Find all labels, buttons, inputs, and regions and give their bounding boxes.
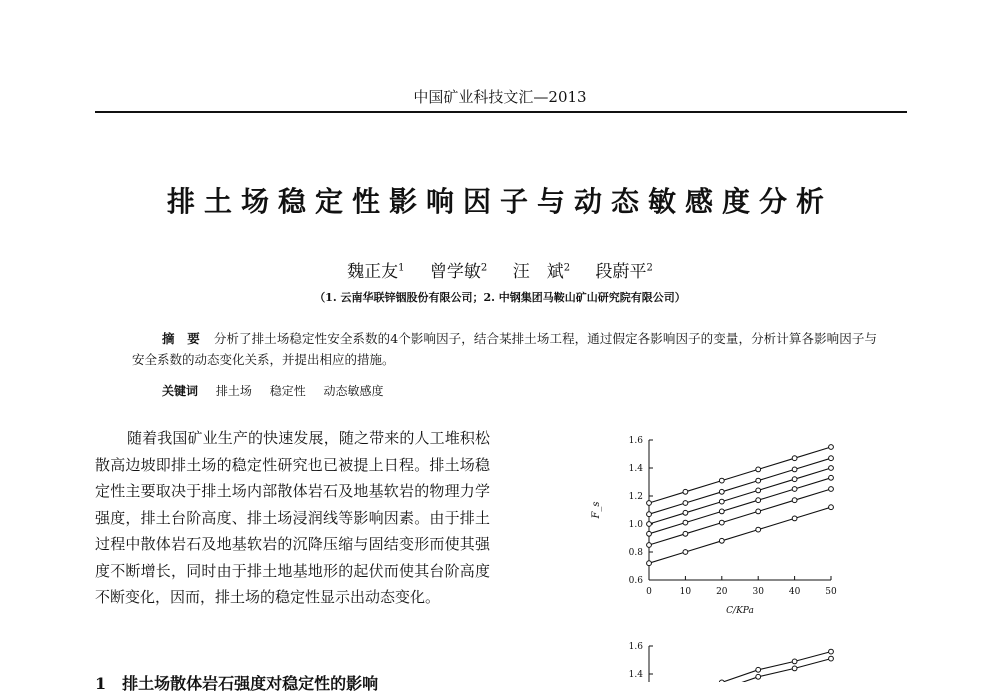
abstract-label: 摘 要 xyxy=(162,331,200,346)
data-point xyxy=(792,477,797,482)
author-affiliation-mark: 2 xyxy=(646,262,653,274)
affiliations: （1. 云南华联锌铟股份有限公司；2. 中钢集团马鞍山矿山研究院有限公司） xyxy=(314,291,686,304)
author-name: 曾学敏 xyxy=(429,262,481,282)
author-affiliation-mark: 2 xyxy=(480,262,488,274)
x-axis-label: C/KPa xyxy=(726,606,754,616)
abstract xyxy=(132,328,877,370)
x-tick-label: 40 xyxy=(788,587,801,597)
data-point xyxy=(829,445,834,450)
author-1 xyxy=(347,262,404,282)
data-point xyxy=(756,488,761,493)
data-point xyxy=(756,667,761,672)
y-tick-label: 1.4 xyxy=(628,670,643,680)
data-point xyxy=(756,467,761,472)
x-tick-label: 30 xyxy=(752,587,764,597)
series-line xyxy=(649,652,831,682)
y-axis-label: F_s xyxy=(591,501,602,519)
author-name: 段蔚平 xyxy=(595,262,647,282)
data-point xyxy=(829,656,834,661)
y-tick-label: 0.6 xyxy=(628,576,643,586)
author-2 xyxy=(430,262,487,282)
keyword: 稳定性 xyxy=(269,384,306,398)
author-affiliation-mark: 1 xyxy=(398,262,405,274)
y-tick-label: 1.6 xyxy=(628,436,643,446)
y-tick-label: 1.0 xyxy=(628,520,643,530)
data-point xyxy=(719,509,724,514)
data-point xyxy=(683,550,688,555)
data-point xyxy=(647,531,652,536)
author-name: 魏正友 xyxy=(347,262,399,282)
data-point xyxy=(683,510,688,515)
data-point xyxy=(719,478,724,483)
data-point xyxy=(719,520,724,525)
data-point xyxy=(829,456,834,461)
y-tick-label: 0.8 xyxy=(628,548,643,558)
x-tick-label: 0 xyxy=(646,587,652,597)
x-tick-label: 10 xyxy=(679,587,692,597)
data-point xyxy=(792,487,797,492)
data-point xyxy=(756,509,761,514)
data-point xyxy=(829,475,834,480)
data-point xyxy=(647,561,652,566)
running-header: 中国矿业科技文汇—2013 xyxy=(413,88,587,106)
data-point xyxy=(683,501,688,506)
author-affiliation-mark: 2 xyxy=(563,262,571,274)
author-list xyxy=(0,257,1000,282)
y-tick-label: 1.2 xyxy=(628,492,643,502)
data-point xyxy=(647,522,652,527)
keywords-label: 关键词 xyxy=(162,384,199,398)
x-tick-label: 20 xyxy=(716,587,728,597)
data-point xyxy=(756,478,761,483)
paper-title: 排土场稳定性影响因子与动态敏感度分析 xyxy=(166,185,833,218)
section-heading: 1 排土场散体岩石强度对稳定性的影响 xyxy=(95,674,379,693)
data-point xyxy=(792,659,797,664)
data-point xyxy=(792,456,797,461)
data-point xyxy=(756,674,761,679)
data-point xyxy=(792,516,797,521)
data-point xyxy=(683,489,688,494)
data-point xyxy=(683,531,688,536)
data-point xyxy=(829,649,834,654)
y-tick-label: 1.6 xyxy=(628,642,643,652)
data-point xyxy=(683,520,688,525)
series-line xyxy=(649,489,831,545)
y-tick-label: 1.4 xyxy=(628,464,643,474)
data-point xyxy=(719,489,724,494)
keywords xyxy=(162,382,398,399)
keyword: 排土场 xyxy=(215,384,252,398)
author-3 xyxy=(513,262,570,282)
x-tick-label: 50 xyxy=(825,587,837,597)
data-point xyxy=(756,527,761,532)
intro-paragraph: 随着我国矿业生产的快速发展，随之带来的人工堆积松散高边坡即排土场的稳定性研究也已被提上日程。排土场稳定性主要取决于排土场内部散体岩石及地基软岩的物理力学强度，排土台阶高度、排土场浸润线等影响因素。由于排土过程中散体岩石及地基软岩的沉降压缩与固结变形而使其强度不断增长，同时由于排土地基地形的起伏而使其台阶高度不断变化，因而，排土场的稳定性显示出动态变化。 xyxy=(95,429,490,606)
abstract-text: 分析了排土场稳定性安全系数的4个影响因子，结合某排土场工程，通过假定各影响因子的变量，分析计算各影响因子与安全系数的动态变化关系，并提出相应的措施。 xyxy=(132,331,877,367)
data-point xyxy=(829,505,834,510)
header-rule xyxy=(95,111,907,113)
figure-charts xyxy=(575,425,855,682)
data-point xyxy=(829,466,834,471)
author-name: 汪 斌 xyxy=(512,262,564,282)
series-line xyxy=(649,447,831,503)
series-line xyxy=(649,659,831,682)
keyword: 动态敏感度 xyxy=(323,384,384,398)
data-point xyxy=(647,501,652,506)
data-point xyxy=(792,467,797,472)
data-point xyxy=(719,538,724,543)
data-point xyxy=(719,499,724,504)
data-point xyxy=(647,543,652,548)
data-point xyxy=(792,666,797,671)
data-point xyxy=(647,512,652,517)
author-4 xyxy=(595,262,652,282)
data-point xyxy=(756,498,761,503)
data-point xyxy=(829,487,834,492)
data-point xyxy=(792,498,797,503)
